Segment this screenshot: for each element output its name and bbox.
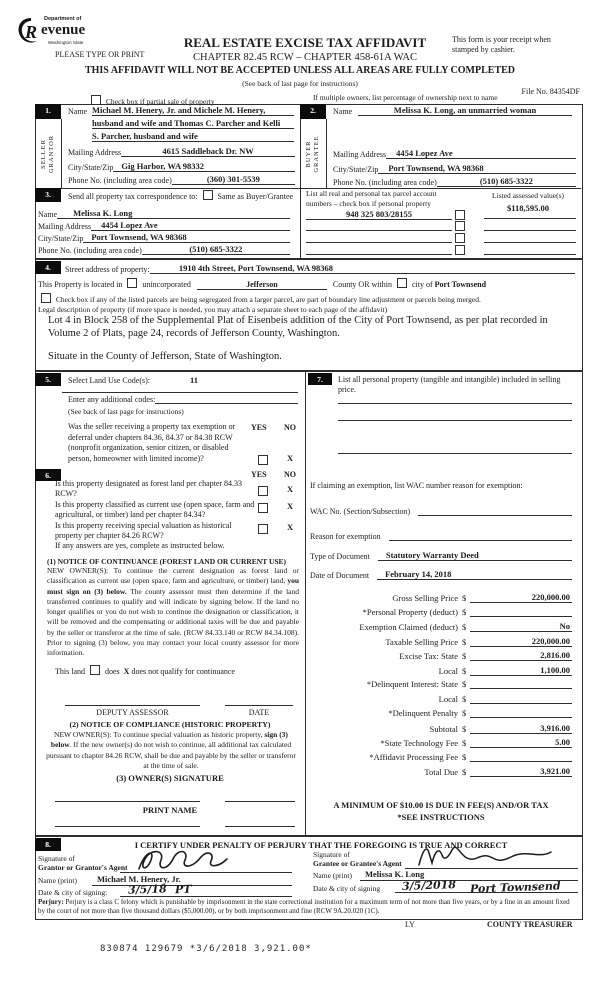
section8-number: 8. — [35, 838, 61, 851]
fee-row-delinq-local: Local $ — [310, 694, 572, 704]
buyer-grantee-label: BUYER GRANTEE — [305, 135, 320, 173]
tax-correspondence-row: Send all property tax correspondence to: Same as Buyer/Grantee — [68, 192, 294, 201]
section3-name-row: Name Melissa K. Long — [38, 208, 290, 219]
please-type-label: PLEASE TYPE OR PRINT — [55, 50, 145, 59]
notice2-paragraph: NEW OWNER(S): To continue special valuation as historic property, sign (3) below. If the new owner(s) do not wish to continue, all additional tax calculated pursuant to chapter 84.26 RCW, shall be due and payable by the seller or transferor at the time of sale. — [46, 730, 296, 770]
does-qualify-checkbox[interactable] — [90, 665, 100, 675]
notice2-title: (2) NOTICE OF COMPLIANCE (HISTORIC PROPERTY) — [69, 720, 271, 729]
legal-description-text: Lot 4 in Block 258 of the Supplemental Plat of Eisenbeis addition of the City of Port Townsend, as per plat recorded in Volume 2 of Plats, page 24, records of Jefferson County, Washington. — [48, 315, 548, 339]
buyer-city-value: Port Townsend, WA 98368 — [378, 163, 576, 174]
personal-property-checkbox-4[interactable] — [455, 245, 465, 255]
additional-codes-value — [155, 403, 298, 404]
segregated-row: Check box if any of the listed parcels are being segregated from a larger parcel, are part of boundary line adjustment or parcels being merged. — [38, 293, 481, 304]
section3-name-value: Melissa K. Long — [57, 208, 290, 219]
parcel-row-3 — [306, 233, 468, 243]
section5-answer: X — [287, 453, 294, 463]
fee-row-processing-fee: *Affidavit Processing Fee $ — [310, 752, 572, 762]
section6-q2-checkbox[interactable] — [258, 503, 268, 513]
buyer-phone-value: (510) 685-3322 — [437, 176, 576, 187]
section6-q2-text: Is this property classified as current use (open space, farm and agricultural, or timber) land per chapter 84.34? — [55, 500, 255, 519]
fee-row-tech-fee: *State Technology Fee $ 5.00 — [380, 737, 570, 748]
section2-number: 2. — [300, 104, 326, 119]
fee-row-penalty: *Delinquent Penalty $ — [310, 708, 572, 718]
grantee-date-label: Date & city of signing — [313, 884, 381, 893]
svg-text:R: R — [25, 22, 38, 42]
see-back-note: (See back of last page for instructions) — [242, 79, 358, 88]
seller-mailing-value: 4615 Saddleback Dr. NW — [121, 146, 295, 157]
grantor-city-value: PT — [174, 882, 192, 897]
section6-q3-text: Is this property receiving special valuation as historical property per chapter 84.26 RCW? — [55, 521, 232, 540]
grantor-name-value: Michael M. Henery, Jr. — [97, 874, 181, 884]
does-not-x: X — [123, 667, 130, 676]
reason-value — [389, 540, 572, 541]
section3-mailing-row: Mailing Address 4454 Lopez Ave — [38, 220, 290, 231]
section6-q2-answer: X — [287, 501, 294, 511]
grantor-sig-label-1: Signature of — [38, 854, 75, 863]
parcel-row-4 — [306, 245, 468, 255]
assessed-header: Listed assessed value(s) — [491, 191, 565, 200]
section6-number: 6. — [35, 469, 61, 481]
grantor-sig-label-2: Grantor or Grantor's Agent — [38, 863, 128, 872]
see-instructions-note: *SEE INSTRUCTIONS — [397, 812, 485, 822]
fee-row-personal: *Personal Property (deduct) $ — [310, 607, 572, 617]
located-in-row: This Property is located in unincorporated Jefferson County OR within city of Port Townsend — [38, 280, 487, 289]
fee-row-excise-local: Local $ 1,100.00 — [438, 665, 570, 676]
fee-row-excise-state: Excise Tax: State $ 2,816.00 — [399, 650, 570, 661]
situate-text: Situate in the County of Jefferson, State of Washington. — [48, 351, 282, 362]
grantee-date-value: 3/5/2018 — [401, 878, 457, 893]
owner-signature-line-2[interactable] — [225, 801, 295, 802]
columns-divider — [305, 370, 306, 835]
grantee-name-label: Name (print) — [313, 871, 352, 880]
form-chapter: CHAPTER 82.45 RCW – CHAPTER 458-61A WAC — [193, 52, 417, 63]
section5-yes: YES — [251, 423, 267, 432]
doc-date-value: February 14, 2018 — [377, 569, 572, 580]
buyer-mailing-row: Mailing Address 4454 Lopez Ave — [333, 148, 576, 159]
land-use-row: Select Land Use Code(s): 11 — [68, 375, 199, 385]
parcel-number-value: 948 325 803/28155 — [306, 209, 452, 220]
owners-signature-label: (3) OWNER(S) SIGNATURE — [116, 773, 224, 783]
section3-mailing-value: 4454 Lopez Ave — [91, 220, 290, 231]
notice1-paragraph: NEW OWNER(S): To continue the current designation as forest land or classification as current use (open space, farm and agriculture, or timber) land, you must sign on (3) below. The county assessor must then determine if the land transferred continues to qualify and will indicate by signing below. If the land no longer qualifies or you do not wish to continue the designation or classification, it will be removed and the compensating or additional taxes will be due and payable by the seller or transferor at the time of sale. (RCW 84.33.140 or RCW 84.34.108). Prior to signing (3) below, you may contact your local county assessor for more information. — [47, 566, 299, 658]
section5-question: Was the seller receiving a property tax exemption or deferral under chapters 84.36, 84.37 or 84.38 RCW (nonprofit organization, senior citizen, or disabled person, homeowner with limited income)? — [68, 422, 236, 463]
section6-q1-answer: X — [287, 484, 294, 494]
seller-mailing-row: Mailing Address 4615 Saddleback Dr. NW — [68, 146, 295, 157]
buyer-name-label: Name — [333, 107, 353, 116]
warning-line: THIS AFFIDAVIT WILL NOT BE ACCEPTED UNLESS ALL AREAS ARE FULLY COMPLETED — [84, 65, 516, 76]
seller-name-line3: S. Parcher, husband and wife — [92, 131, 294, 142]
fee-row-gross: Gross Selling Price $ 220,000.00 — [392, 592, 570, 603]
reason-row: Reason for exemption — [310, 532, 572, 541]
minimum-due-note: A MINIMUM OF $10.00 IS DUE IN FEE(S) AND/OR TAX — [333, 800, 549, 810]
buyer-name-value: Melissa K. Long, an unmarried woman — [358, 105, 572, 116]
multiple-owners-note: If multiple owners, list percentage of ownership next to name — [313, 93, 498, 102]
personal-property-checkbox-2[interactable] — [455, 221, 465, 231]
street-address-row: Street address of property: 1910 4th Street, Port Townsend, WA 98368 — [65, 263, 575, 274]
wac-value — [418, 515, 572, 516]
notice1-title: (1) NOTICE OF CONTINUANCE (FOREST LAND OR CURRENT USE) — [47, 557, 287, 566]
city-of-checkbox[interactable] — [397, 278, 407, 288]
seller-name-line1: Michael M. Henery, Jr. and Michele M. Henery, — [92, 105, 294, 116]
fee-row-total-due: Total Due $ 3,921.00 — [424, 766, 570, 777]
buyer-city-row: City/State/Zip Port Townsend, WA 98368 — [333, 163, 576, 174]
partial-sale-label: Check box if partial sale of property — [105, 97, 215, 106]
section5-no: NO — [284, 423, 296, 432]
grantee-name-value: Melissa K. Long — [365, 869, 425, 879]
section3-phone-row: Phone No. (including area code) (510) 685-3322 — [38, 244, 290, 255]
seller-phone-value: (360) 301-5539 — [172, 174, 295, 185]
doc-date-row: Date of Document February 14, 2018 — [310, 569, 572, 580]
seller-city-value: Gig Harbor, WA 98332 — [113, 161, 295, 172]
seller-name-label: Name — [68, 107, 88, 116]
assessed-value: $118,595.00 — [506, 203, 550, 213]
parcel-row-2 — [306, 221, 468, 231]
section5-yes-checkbox[interactable] — [258, 455, 268, 465]
grantor-date-label: Date & city of signing: — [38, 888, 108, 897]
section3-phone-value: (510) 685-3322 — [142, 244, 290, 255]
deputy-assessor-label: DEPUTY ASSESSOR — [96, 708, 169, 717]
buyer-phone-row: Phone No. (including area code) (510) 685-3322 — [333, 176, 576, 187]
certify-statement: I CERTIFY UNDER PENALTY OF PERJURY THAT THE FOREGOING IS TRUE AND CORRECT — [134, 840, 508, 850]
section3-number: 3. — [35, 188, 61, 202]
fee-row-exemption: Exemption Claimed (deduct) $ No — [359, 621, 570, 632]
section6-q3-answer: X — [287, 522, 294, 532]
county-value: Jefferson — [197, 280, 327, 290]
fee-row-taxable: Taxable Selling Price $ 220,000.00 — [385, 636, 570, 647]
grantee-sig-label-2: Grantee or Grantee's Agent — [313, 859, 402, 868]
county-treasurer-label: COUNTY TREASURER — [487, 920, 573, 929]
section5-see-back: (See back of last page for instructions) — [68, 407, 184, 416]
city-value: Port Townsend — [434, 280, 487, 289]
file-number: File No. 84354DF — [521, 87, 580, 96]
print-name-label: PRINT NAME — [142, 805, 198, 815]
section6-no: NO — [284, 470, 296, 479]
section6-yes: YES — [251, 470, 267, 479]
section6-q1-checkbox[interactable] — [258, 486, 268, 496]
grantee-sig-label-1: Signature of — [313, 850, 350, 859]
legal-description-label: Legal description of property (if more space is needed, you may attach a separate sheet to each page of the affidavit) — [38, 305, 388, 314]
logo-state-text: Washington State — [48, 40, 84, 45]
personal-property-checkbox-1[interactable] — [455, 210, 465, 220]
seller-phone-row: Phone No. (including area code) (360) 301-5539 — [68, 174, 295, 185]
doc-type-value: Statutory Warranty Deed — [378, 550, 572, 561]
this-land-row: This land does X does not qualify for continuance — [55, 667, 235, 676]
form-title: REAL ESTATE EXCISE TAX AFFIDAVIT — [183, 35, 427, 50]
seller-sidebar-border — [61, 119, 62, 188]
street-address-value: 1910 4th Street, Port Townsend, WA 98368 — [150, 263, 363, 274]
grantee-city-value: Port Townsend — [469, 879, 561, 896]
parcel-row-1 — [306, 209, 468, 220]
exemption-note: If claiming an exemption, list WAC number reason for exemption: — [310, 481, 523, 490]
section1-number: 1. — [35, 104, 61, 119]
doc-type-row: Type of Document Statutory Warranty Deed — [310, 550, 572, 561]
owner-printname-line-1[interactable] — [55, 826, 200, 827]
land-use-code-value: 11 — [189, 375, 199, 385]
same-as-buyer-checkbox[interactable] — [203, 190, 213, 200]
section7-number: 7. — [308, 373, 332, 385]
section6-q3-checkbox[interactable] — [258, 524, 268, 534]
owner-signature-line-1[interactable] — [55, 801, 200, 802]
section3-city-row: City/State/Zip Port Townsend, WA 98368 — [38, 232, 290, 243]
section4-number: 4. — [35, 261, 61, 274]
perjury-paragraph: Perjury: Perjury is a class C felony which is punishable by imprisonment in the state correctional institution for a maximum term of not more than five years, or by a fine in an amount fixed by the court of not more than five thousand dollars ($5,000.00), or by both imprisonment and fine (RCW 9A.20.020 (1C). — [38, 898, 570, 915]
grantee-signature-line[interactable] — [405, 868, 578, 869]
unincorporated-checkbox[interactable] — [127, 278, 137, 288]
grantor-signature[interactable] — [135, 847, 250, 875]
fee-row-delinq-state: *Delinquent Interest: State $ — [310, 679, 572, 689]
seller-name-line2: husband and wife and Thomas C. Parcher and Kelli — [92, 118, 294, 129]
grantee-signature[interactable] — [415, 843, 555, 869]
wac-row: WAC No. (Section/Subsection) — [310, 507, 572, 516]
treasurer-partial-text: LY — [405, 920, 415, 929]
parcel-header: List all real and personal tax parcel account numbers – check box if personal property — [306, 189, 437, 208]
grantor-date-value: 3/5/18 — [127, 882, 167, 897]
section6-q1-text: Is this property designated as forest land per chapter 84.33 RCW? — [55, 479, 243, 498]
seller-grantor-label: SELLER GRANTOR — [40, 134, 55, 174]
date-label: DATE — [248, 708, 270, 717]
section5-number: 5. — [35, 373, 61, 386]
fee-row-subtotal: Subtotal $ 3,916.00 — [429, 723, 570, 734]
buyer-sidebar-border — [326, 119, 327, 188]
grantor-signature-line[interactable] — [120, 872, 292, 873]
seller-city-row: City/State/Zip Gig Harbor, WA 98332 — [68, 161, 295, 172]
personal-property-label: List all personal property (tangible and intangible) included in selling price. — [338, 375, 561, 394]
personal-property-checkbox-3[interactable] — [455, 233, 465, 243]
owner-printname-line-2[interactable] — [225, 826, 295, 827]
section3-city-value: Port Townsend, WA 98368 — [83, 232, 290, 243]
logo-department-text: Department of — [44, 16, 82, 22]
cashier-stamp: 830874 129679 *3/6/2018 3,921.00* — [100, 944, 312, 954]
buyer-mailing-value: 4454 Lopez Ave — [386, 148, 576, 159]
additional-codes-row: Enter any additional codes: — [68, 395, 298, 404]
segregated-checkbox[interactable] — [41, 293, 51, 303]
grantor-name-label: Name (print) — [38, 876, 77, 885]
receipt-note: This form is your receipt when stamped by cashier. — [452, 35, 551, 54]
logo-revenue-text: evenue — [41, 22, 86, 38]
if-any-answers-note: If any answers are yes, complete as instructed below. — [55, 541, 225, 550]
